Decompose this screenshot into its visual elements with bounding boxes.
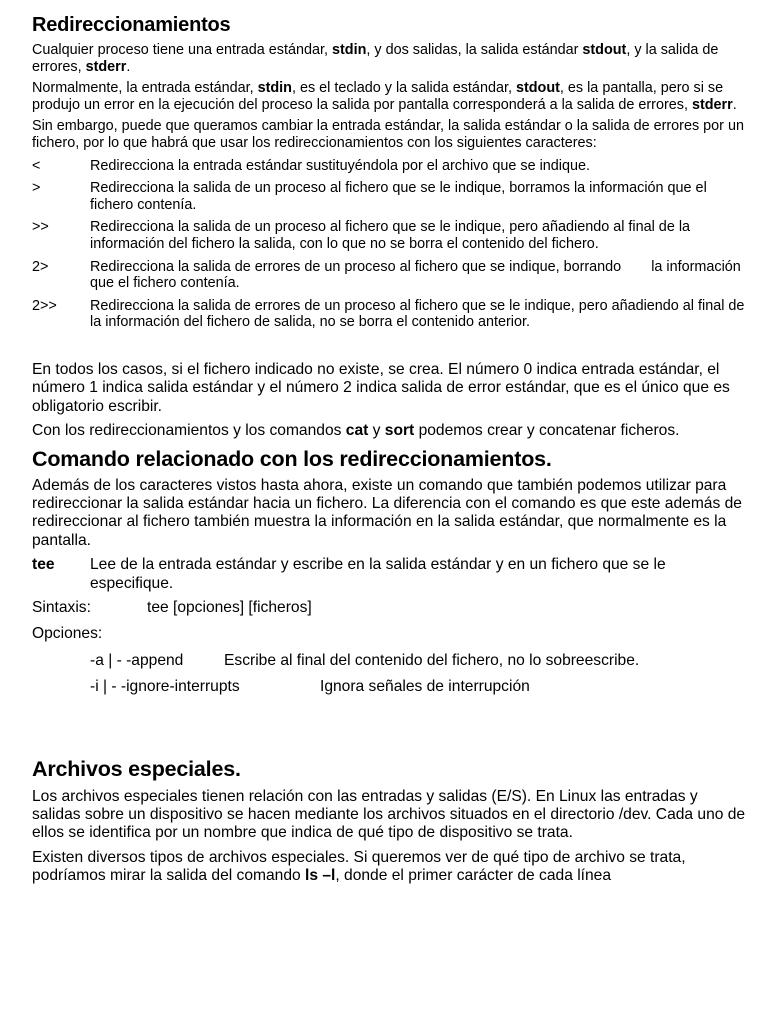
operator-symbol: 2> xyxy=(32,258,49,275)
operator-description: Redirecciona la salida de errores de un proceso al fichero que se indique, borrando la información que el fichero contenía. xyxy=(90,258,741,292)
option-description: Escribe al final del contenido del fichero, no lo sobreescribe. xyxy=(224,651,640,669)
option-description: Ignora señales de interrupción xyxy=(320,678,530,696)
list-item xyxy=(32,298,748,331)
paragraph-file-creation-note: En todos los casos, si el fichero indicado no existe, se crea. El número 0 indica entrada estándar, el número 1 indica salida estándar y el número 2 indica salida de error estándar, que es el único que es obligatorio escribir. xyxy=(32,360,730,415)
section-title-redireccionamientos: Redireccionamientos xyxy=(32,14,231,36)
options-label: Opciones: xyxy=(32,625,103,643)
operator-description: Redirecciona la salida de un proceso al fichero que se le indique, pero añadiendo al final de la información del fichero la salida, con lo que no se borra el contenido del fichero. xyxy=(90,219,691,252)
operator-description: Redirecciona la entrada estándar sustituyéndola por el archivo que se indique. xyxy=(90,157,590,174)
operator-symbol: > xyxy=(32,180,41,197)
paragraph-special-file-types: Existen diversos tipos de archivos especiales. Si queremos ver de qué tipo de archivo se trata, podríamos mirar la salida del comando ls –l, donde el primer carácter de cada línea xyxy=(32,848,686,885)
syntax-line xyxy=(32,599,748,617)
paragraph-special-files: Los archivos especiales tienen relación con las entradas y salidas (E/S). En Linux las entradas y salidas sobre un dispositivo se hacen mediante los archivos situados en el directorio /dev. Cada uno de ellos se identifica por un nombre que indica de qué tipo de dispositivo se trata. xyxy=(32,787,746,842)
list-item xyxy=(32,158,748,175)
operator-symbol: 2>> xyxy=(32,297,57,314)
paragraph-cat-sort: Con los redireccionamientos y los comandos cat y sort podemos crear y concatenar ficheros. xyxy=(32,422,680,440)
list-item xyxy=(32,678,748,696)
syntax-label: Sintaxis: xyxy=(32,598,91,616)
document-page xyxy=(32,12,748,886)
paragraph-redirection-intro: Sin embargo, puede que queramos cambiar la entrada estándar, la salida estándar o la salida de errores por un fichero, por lo que habrá que usar los redireccionamientos con los siguientes caracteres: xyxy=(32,118,744,151)
section-title-archivos-especiales: Archivos especiales. xyxy=(32,756,241,781)
paragraph-tee-intro: Además de los caracteres vistos hasta ahora, existe un comando que también podemos utilizar para redireccionar la salida estándar hacia un fichero. La diferencia con el comando es que este además de redireccionar al fichero también muestra la información en la salida estándar, que normalmente es la pantalla. xyxy=(32,476,742,549)
list-item xyxy=(32,259,748,292)
redirection-operator-list xyxy=(32,158,748,331)
operator-description: Redirecciona la salida de un proceso al fichero que se le indique, borramos la información que el fichero contenía. xyxy=(90,180,707,213)
operator-symbol: < xyxy=(32,157,41,174)
option-flag: -i | - -ignore-interrupts xyxy=(90,678,240,696)
option-flag: -a | - -append xyxy=(90,651,184,669)
syntax-value: tee [opciones] [ficheros] xyxy=(147,598,312,616)
section-title-comando-relacionado: Comando relacionado con los redireccionamientos. xyxy=(32,446,552,471)
tee-term: tee xyxy=(32,556,55,574)
paragraph-default-streams: Normalmente, la entrada estándar, stdin, es el teclado y la salida estándar, stdout, es la pantalla, pero si se produjo un error en la ejecución del proceso la salida por pantalla corresponderá a la salida de errores, stderr. xyxy=(32,80,737,113)
list-item xyxy=(32,180,748,213)
tee-description: Lee de la entrada estándar y escribe en la salida estándar y en un fichero que se le especifique. xyxy=(90,556,666,592)
list-item xyxy=(32,652,748,670)
operator-symbol: >> xyxy=(32,219,49,236)
list-item xyxy=(32,219,748,252)
operator-description: Redirecciona la salida de errores de un proceso al fichero que se le indique, pero añadiendo al final de la información del fichero de salida, no se borra el contenido anterior. xyxy=(90,297,745,331)
tee-definition xyxy=(32,556,748,593)
paragraph-standard-streams: Cualquier proceso tiene una entrada estándar, stdin, y dos salidas, la salida estándar stdout, y la salida de errores, stderr. xyxy=(32,42,719,75)
